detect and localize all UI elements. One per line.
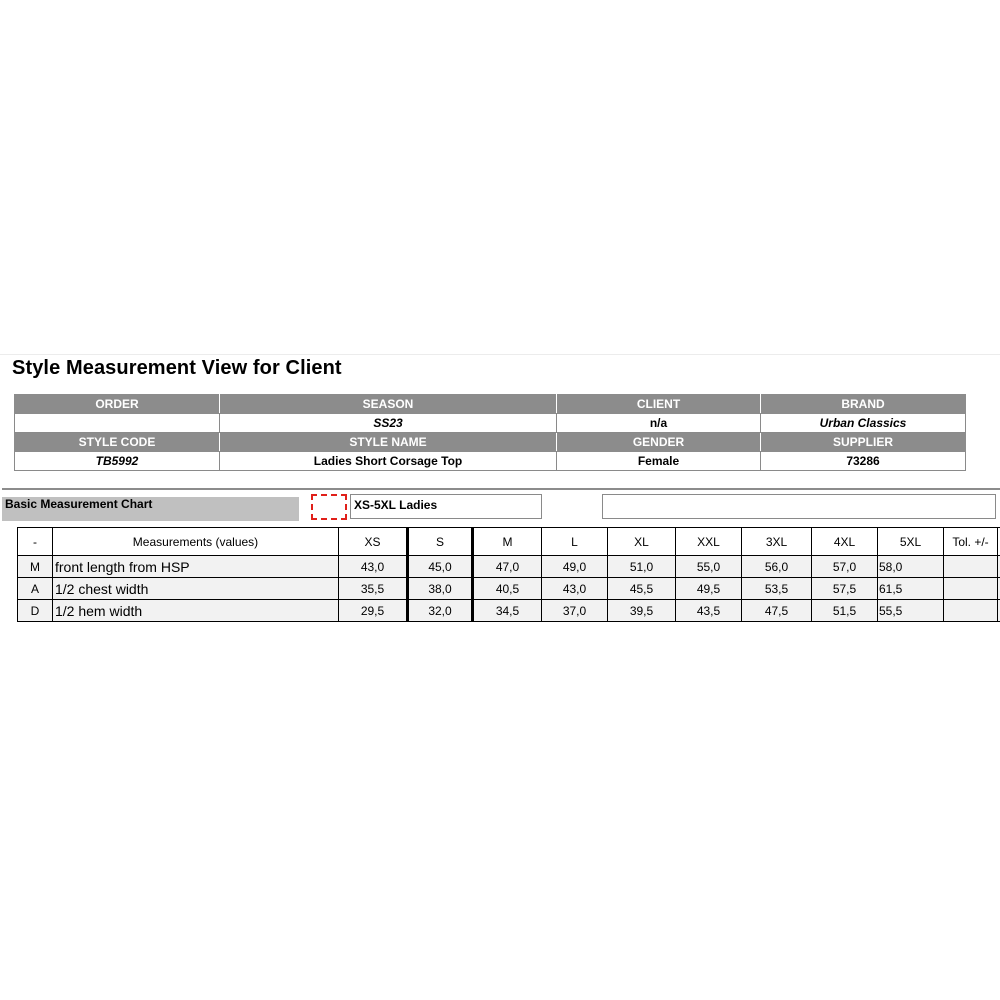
value-3xl: 47,5 bbox=[742, 600, 812, 622]
value-3xl: 56,0 bbox=[742, 556, 812, 578]
order-header: ORDER bbox=[15, 395, 220, 414]
size-header-4xl: 4XL bbox=[812, 528, 878, 556]
table-row bbox=[18, 556, 1000, 578]
code-header: - bbox=[18, 528, 53, 556]
value-xs: 29,5 bbox=[339, 600, 408, 622]
value-5xl: 61,5 bbox=[878, 578, 944, 600]
value-xs: 43,0 bbox=[339, 556, 408, 578]
table-row bbox=[18, 578, 1000, 600]
size-header-l: L bbox=[542, 528, 608, 556]
value-l: 49,0 bbox=[542, 556, 608, 578]
extra-field bbox=[602, 494, 996, 519]
style-code-header: STYLE CODE bbox=[15, 433, 220, 452]
order-value bbox=[15, 414, 220, 433]
value-tolerance bbox=[944, 578, 998, 600]
measurement-description: 1/2 hem width bbox=[53, 600, 339, 622]
size-header-5xl: 5XL bbox=[878, 528, 944, 556]
value-xl: 45,5 bbox=[608, 578, 676, 600]
size-header-xs: XS bbox=[339, 528, 408, 556]
value-xxl: 49,5 bbox=[676, 578, 742, 600]
gender-value: Female bbox=[557, 452, 761, 471]
size-range-field bbox=[350, 494, 542, 519]
value-m: 47,0 bbox=[473, 556, 542, 578]
value-l: 37,0 bbox=[542, 600, 608, 622]
brand-header: BRAND bbox=[761, 395, 966, 414]
value-s: 32,0 bbox=[408, 600, 473, 622]
info-value-row bbox=[15, 452, 966, 471]
gender-header: GENDER bbox=[557, 433, 761, 452]
info-header-row bbox=[15, 433, 966, 452]
value-xxl: 55,0 bbox=[676, 556, 742, 578]
value-l: 43,0 bbox=[542, 578, 608, 600]
value-xl: 51,0 bbox=[608, 556, 676, 578]
value-4xl: 51,5 bbox=[812, 600, 878, 622]
supplier-header: SUPPLIER bbox=[761, 433, 966, 452]
style-code-value: TB5992 bbox=[15, 452, 220, 471]
value-5xl: 55,5 bbox=[878, 600, 944, 622]
top-divider bbox=[0, 354, 1000, 355]
info-value-row bbox=[15, 414, 966, 433]
page-title: Style Measurement View for Client bbox=[12, 357, 342, 379]
value-4xl: 57,0 bbox=[812, 556, 878, 578]
value-s: 38,0 bbox=[408, 578, 473, 600]
value-xl: 39,5 bbox=[608, 600, 676, 622]
measurement-header-row bbox=[18, 528, 1000, 556]
measurement-code: D bbox=[18, 600, 53, 622]
size-header-3xl: 3XL bbox=[742, 528, 812, 556]
size-header-xl: XL bbox=[608, 528, 676, 556]
measurements-header: Measurements (values) bbox=[53, 528, 339, 556]
value-m: 34,5 bbox=[473, 600, 542, 622]
measurement-description: 1/2 chest width bbox=[53, 578, 339, 600]
size-header-s: S bbox=[408, 528, 473, 556]
value-3xl: 53,5 bbox=[742, 578, 812, 600]
client-value: n/a bbox=[557, 414, 761, 433]
season-header: SEASON bbox=[220, 395, 557, 414]
value-tolerance bbox=[944, 556, 998, 578]
style-name-value: Ladies Short Corsage Top bbox=[220, 452, 557, 471]
section-divider bbox=[2, 488, 1000, 490]
tolerance-header: Tol. +/- bbox=[944, 528, 998, 556]
size-range-text: XS-5XL Ladies bbox=[354, 498, 438, 512]
style-info-table bbox=[14, 394, 966, 471]
info-header-row bbox=[15, 395, 966, 414]
value-tolerance bbox=[944, 600, 998, 622]
size-selector-placeholder[interactable] bbox=[311, 494, 347, 520]
value-m: 40,5 bbox=[473, 578, 542, 600]
size-header-xxl: XXL bbox=[676, 528, 742, 556]
brand-value: Urban Classics bbox=[761, 414, 966, 433]
style-name-header: STYLE NAME bbox=[220, 433, 557, 452]
value-xs: 35,5 bbox=[339, 578, 408, 600]
measurement-description: front length from HSP bbox=[53, 556, 339, 578]
chart-label: Basic Measurement Chart bbox=[5, 497, 153, 511]
supplier-value: 73286 bbox=[761, 452, 966, 471]
season-value: SS23 bbox=[220, 414, 557, 433]
table-row bbox=[18, 600, 1000, 622]
value-s: 45,0 bbox=[408, 556, 473, 578]
measurement-table bbox=[17, 527, 1000, 622]
size-header-m: M bbox=[473, 528, 542, 556]
measurement-code: M bbox=[18, 556, 53, 578]
client-header: CLIENT bbox=[557, 395, 761, 414]
value-5xl: 58,0 bbox=[878, 556, 944, 578]
measurement-code: A bbox=[18, 578, 53, 600]
value-xxl: 43,5 bbox=[676, 600, 742, 622]
value-4xl: 57,5 bbox=[812, 578, 878, 600]
